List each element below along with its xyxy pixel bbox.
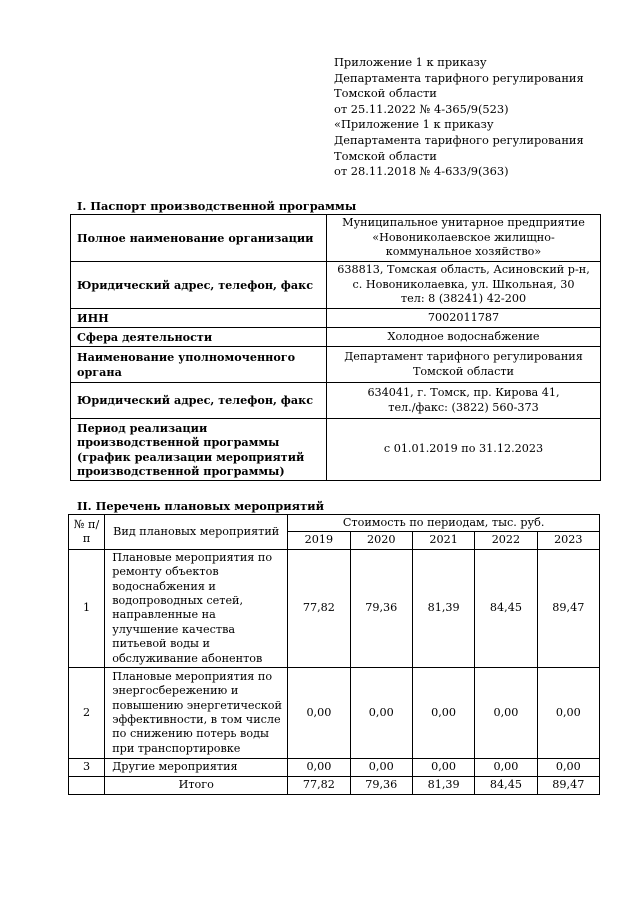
row-value: 0,00	[412, 668, 474, 759]
total-value: 84,45	[475, 777, 537, 795]
row-value: 89,47	[537, 549, 599, 667]
column-header-year: 2022	[475, 532, 537, 549]
header-line: Томской области	[334, 148, 437, 163]
row-value: 0,00	[350, 668, 412, 759]
table-header-row	[69, 515, 600, 532]
header-line: от 28.11.2018 № 4-633/9(363)	[334, 164, 509, 179]
table-row	[71, 347, 601, 383]
table-row	[69, 668, 600, 759]
column-header-type: Вид плановых мероприятий	[105, 515, 288, 550]
passport-label: Наименование уполномоченного органа	[71, 347, 327, 383]
row-number: 2	[69, 668, 105, 759]
document-header	[334, 55, 584, 180]
total-value: 81,39	[412, 777, 474, 795]
header-line: Департамента тарифного регулирования	[334, 132, 584, 147]
passport-table	[70, 214, 601, 481]
passport-label: Период реализации производственной программы (график реализации мероприятий производственной программы)	[71, 419, 327, 481]
row-description: Другие мероприятия	[105, 759, 288, 777]
total-label: Итого	[105, 777, 288, 795]
header-line: Томской области	[334, 86, 437, 101]
section2-title: II. Перечень плановых мероприятий	[77, 499, 325, 513]
table-row	[71, 215, 601, 262]
table-row	[71, 328, 601, 347]
passport-value: тел./факс: (3822) 560-373	[388, 400, 539, 414]
table-row	[69, 549, 600, 667]
plan-table	[68, 514, 600, 795]
row-value: 0,00	[412, 759, 474, 777]
table-row	[71, 383, 601, 419]
passport-label: Полное наименование организации	[71, 215, 327, 262]
passport-value: тел: 8 (38241) 42-200	[400, 292, 527, 306]
header-line: Департамента тарифного регулирования	[334, 70, 584, 85]
row-value: 77,82	[288, 549, 350, 667]
table-row	[71, 419, 601, 481]
passport-label: Сфера деятельности	[71, 328, 327, 347]
row-value: 0,00	[288, 668, 350, 759]
passport-value: 638813, Томская область, Асиновский р-н, с. Новониколаевка, ул. Школьная, 30	[337, 263, 590, 291]
row-value: 0,00	[288, 759, 350, 777]
passport-label: Юридический адрес, телефон, факс	[71, 383, 327, 419]
passport-value: 7002011787	[327, 309, 601, 328]
total-number-cell	[69, 777, 105, 795]
passport-value-cell	[327, 262, 601, 309]
passport-value: Департамент тарифного регулирования Томской области	[327, 347, 601, 383]
passport-value-cell	[327, 383, 601, 419]
table-row	[69, 759, 600, 777]
total-row	[69, 777, 600, 795]
passport-value: с 01.01.2019 по 31.12.2023	[327, 419, 601, 481]
row-number: 3	[69, 759, 105, 777]
row-number: 1	[69, 549, 105, 667]
header-line: «Приложение 1 к приказу	[334, 117, 494, 132]
section1-title: I. Паспорт производственной программы	[77, 199, 357, 213]
column-header-year: 2021	[412, 532, 474, 549]
column-header-year: 2020	[350, 532, 412, 549]
header-line: Приложение 1 к приказу	[334, 55, 487, 69]
row-value: 0,00	[350, 759, 412, 777]
table-row	[71, 309, 601, 328]
row-value: 84,45	[475, 549, 537, 667]
passport-label: ИНН	[71, 309, 327, 328]
passport-value: Холодное водоснабжение	[327, 328, 601, 347]
passport-value: 634041, г. Томск, пр. Кирова 41,	[367, 386, 560, 400]
column-header-year: 2019	[288, 532, 350, 549]
column-header-year: 2023	[537, 532, 599, 549]
table-row	[71, 262, 601, 309]
row-value: 0,00	[475, 759, 537, 777]
row-value: 0,00	[537, 759, 599, 777]
column-header-cost: Стоимость по периодам, тыс. руб.	[288, 515, 600, 532]
row-value: 0,00	[537, 668, 599, 759]
passport-label: Юридический адрес, телефон, факс	[71, 262, 327, 309]
row-description: Плановые мероприятия по энергосбережению и повышению энергетической эффективности, в том числе по снижению потерь воды при транспортировке	[105, 668, 288, 759]
column-header-number: № п/п	[69, 515, 105, 550]
passport-value: Муниципальное унитарное предприятие «Новониколаевское жилищно-коммунальное хозяйство»	[327, 215, 601, 262]
total-value: 77,82	[288, 777, 350, 795]
total-value: 89,47	[537, 777, 599, 795]
header-line: от 25.11.2022 № 4-365/9(523)	[334, 101, 509, 116]
total-value: 79,36	[350, 777, 412, 795]
row-description: Плановые мероприятия по ремонту объектов водоснабжения и водопроводных сетей, направленные на улучшение качества питьевой воды и обслуживание абонентов	[105, 549, 288, 667]
row-value: 79,36	[350, 549, 412, 667]
row-value: 0,00	[475, 668, 537, 759]
row-value: 81,39	[412, 549, 474, 667]
